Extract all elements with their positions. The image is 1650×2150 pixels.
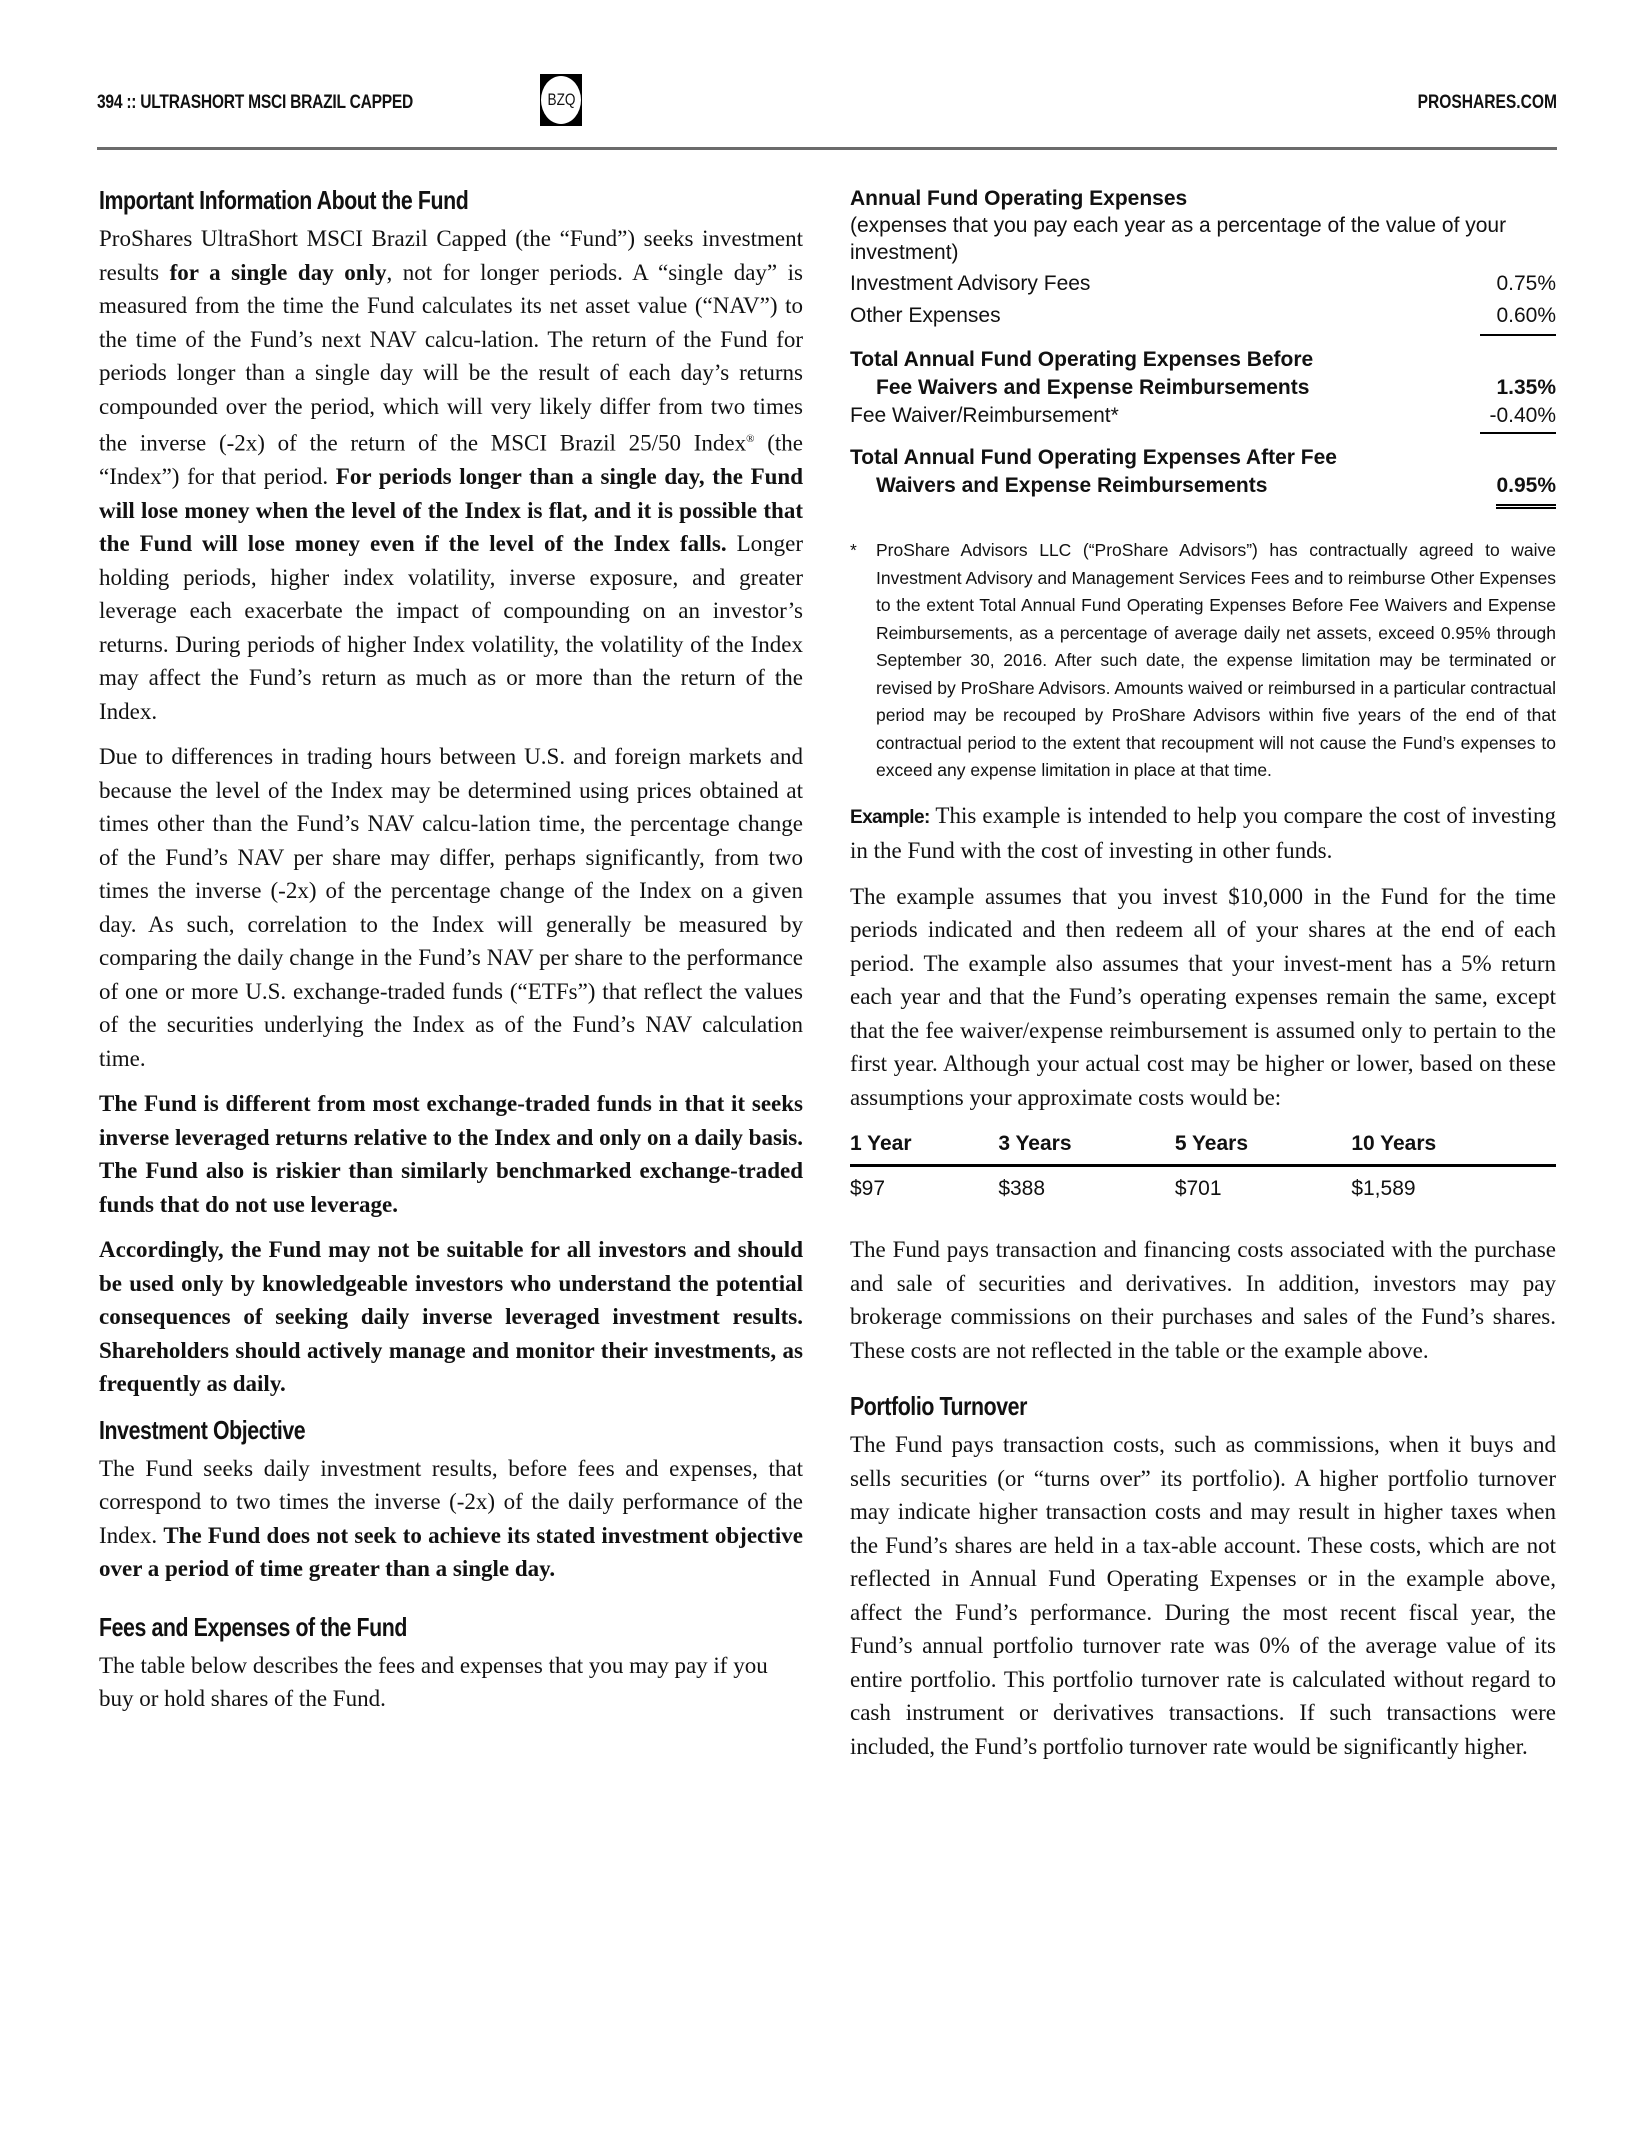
ticker-label: BZQ (547, 90, 575, 109)
left-column (99, 185, 803, 1728)
running-title: 394 :: ULTRASHORT MSCI BRAZIL CAPPED (97, 92, 414, 113)
ticker-circle-icon (541, 76, 581, 124)
expenses-subtitle: (expenses that you pay each year as a percentage of the value of your investment) (850, 214, 1507, 264)
trading-hours-paragraph: Due to differences in trading hours between U.S. and foreign markets and because the level of the Index may be determined using prices obtained at times other than the Fund’s NAV calcu-lation time, the percentage change of the Fund’s NAV per share may differ, perhaps significantly, from two times the inverse (-2x) of the percentage change of the Index on a given day. As such, correlation to the Index will generally be measured by comparing the daily change in the Fund’s NAV per share to the performance of one or more U.S. exchange-traded funds (“ETFs”) that reflect the values of the securities underlying the Index as of the Fund’s NAV calculation time. (99, 744, 803, 1071)
total-after-value: 0.95% (1496, 472, 1556, 509)
portfolio-turnover-heading: Portfolio Turnover (850, 1391, 1028, 1421)
table-header-row: 1 Year 3 Years 5 Years 10 Years (850, 1128, 1556, 1166)
investment-objective-heading: Investment Objective (99, 1414, 306, 1445)
expenses-title: Annual Fund Operating Expenses (850, 187, 1188, 210)
total-before-waivers: Total Annual Fund Operating Expenses Before Fee Waivers and Expense Reimbursements 1.35% (850, 346, 1556, 402)
total-before-value: 1.35% (1496, 376, 1556, 399)
important-info-heading: Important Information About the Fund (99, 185, 469, 215)
example-paragraph: Example: This example is intended to help you compare the cost of investing in the Fund with the cost of investing in other funds. (850, 802, 1556, 863)
site-link[interactable]: PROSHARES.COM (1417, 92, 1557, 113)
header-divider (97, 147, 1557, 150)
waiver-footnote: * ProShare Advisors LLC (“ProShare Advisors”) has contractually agreed to waive Investment Advisory and Management Services Fees and to reimburse Other Expenses to the extent Total Annual Fund Operating Expenses Before Fee Waivers and Expense Reimbursements, as a percentage of average daily net assets, exceed 0.95% through September 30, 2016. After such date, the expense limitation may be terminated or revised by ProShare Advisors. Amounts waived or reimbursed in a particular contractual period may be recouped by ProShare Advisors within five years of the end of that contractual period to the extent that recoupment will not cause the Fund’s expenses to exceed any expense limitation in place at that time. (850, 537, 1556, 785)
expense-row-other: Other Expenses 0.60% (850, 300, 1556, 336)
table-row: $97 $388 $701 $1,589 (850, 1177, 1416, 1200)
ticker-badge (540, 74, 582, 126)
expense-row-advisory: Investment Advisory Fees 0.75% (850, 272, 1556, 295)
example-assumptions-paragraph: The example assumes that you invest $10,000 in the Fund for the time periods indicated and then redeem all of your shares at the end of each period. The example also assumes that your invest-ment has a 5% return each year and that the Fund’s operating expenses remain the same, except that the fee waiver/expense reimbursement is assumed only to pertain to the first year. Although your actual cost may be higher or lower, based on these assumptions your approximate costs would be: (850, 883, 1556, 1110)
expenses-table (850, 185, 1556, 509)
asterisk: * (850, 540, 857, 560)
important-info-paragraph: ProShares UltraShort MSCI Brazil Capped (the “Fund”) seeks investment results for a single day only, not for longer periods. A “single day” is measured from the time the Fund calculates its net asset value (“NAV”) to the time of the Fund’s next NAV calcu-lation. The return of the Fund for periods longer than a single day will be the result of each day’s returns compounded over the period, which will very likely differ from two times the inverse (-2x) of the return of the MSCI Brazil 25/50 Index® (the “Index”) for that period. For periods longer than a single day, the Fund will lose money when the level of the Index is flat, and it is possible that the Fund will lose money even if the level of the Index falls. Longer holding periods, higher index volatility, inverse exposure, and greater leverage each exacerbate the impact of compounding on an investor’s returns. During periods of higher Index volatility, the volatility of the Index may affect the Fund’s return as much as or more than the return of the Index. (99, 226, 804, 724)
portfolio-turnover-paragraph: The Fund pays transaction costs, such as commissions, when it buys and sells securities (or “turns over” its portfolio). A higher portfolio turnover may indicate higher transaction costs and may result in higher taxes when the Fund’s shares are held in a tax-able account. These costs, which are not reflected in Annual Fund Operating Expenses or in the example above, affect the Fund’s performance. During the most recent fiscal year, the Fund’s annual portfolio turnover rate was 0% of the average value of its entire portfolio. This portfolio turnover rate is calculated without regard to cash instrument or derivatives transactions. If such transactions were included, the Fund’s portfolio turnover rate would be significantly higher. (850, 1432, 1556, 1759)
page-header (97, 80, 1557, 120)
suitability-paragraph: Accordingly, the Fund may not be suitable for all investors and should be used only by knowledgeable investors who understand the potential consequences of seeking daily inverse leveraged investment results. Shareholders should actively manage and monitor their investments, as frequently as daily. (99, 1237, 803, 1397)
fees-paragraph: The table below describes the fees and expenses that you may pay if you buy or hold shares of the Fund. (99, 1652, 768, 1712)
fund-different-paragraph: The Fund is different from most exchange-traded funds in that it seeks inverse leveraged returns relative to the Index and only on a daily basis. The Fund also is riskier than similarly benchmarked exchange-traded funds that do not use leverage. (99, 1091, 803, 1217)
cost-example-table (850, 1128, 1556, 1205)
investment-objective-paragraph: The Fund seeks daily investment results, before fees and expenses, that correspond to two times the inverse (-2x) of the daily performance of the Index. The Fund does not seek to achieve its stated investment objective over a period of time greater than a single day. (99, 1455, 803, 1582)
transaction-costs-paragraph: The Fund pays transaction and financing costs associated with the purchase and sale of securities and derivatives. In addition, investors may pay brokerage commissions on their purchases and sales of the Fund’s shares. These costs are not reflected in the table or the example above. (850, 1237, 1556, 1363)
fees-heading: Fees and Expenses of the Fund (99, 1611, 407, 1642)
right-column (850, 185, 1556, 1775)
expense-row-waiver: Fee Waiver/Reimbursement* -0.40% (850, 402, 1556, 434)
total-after-waivers: Total Annual Fund Operating Expenses After Fee Waivers and Expense Reimbursements 0.95% (850, 444, 1556, 509)
